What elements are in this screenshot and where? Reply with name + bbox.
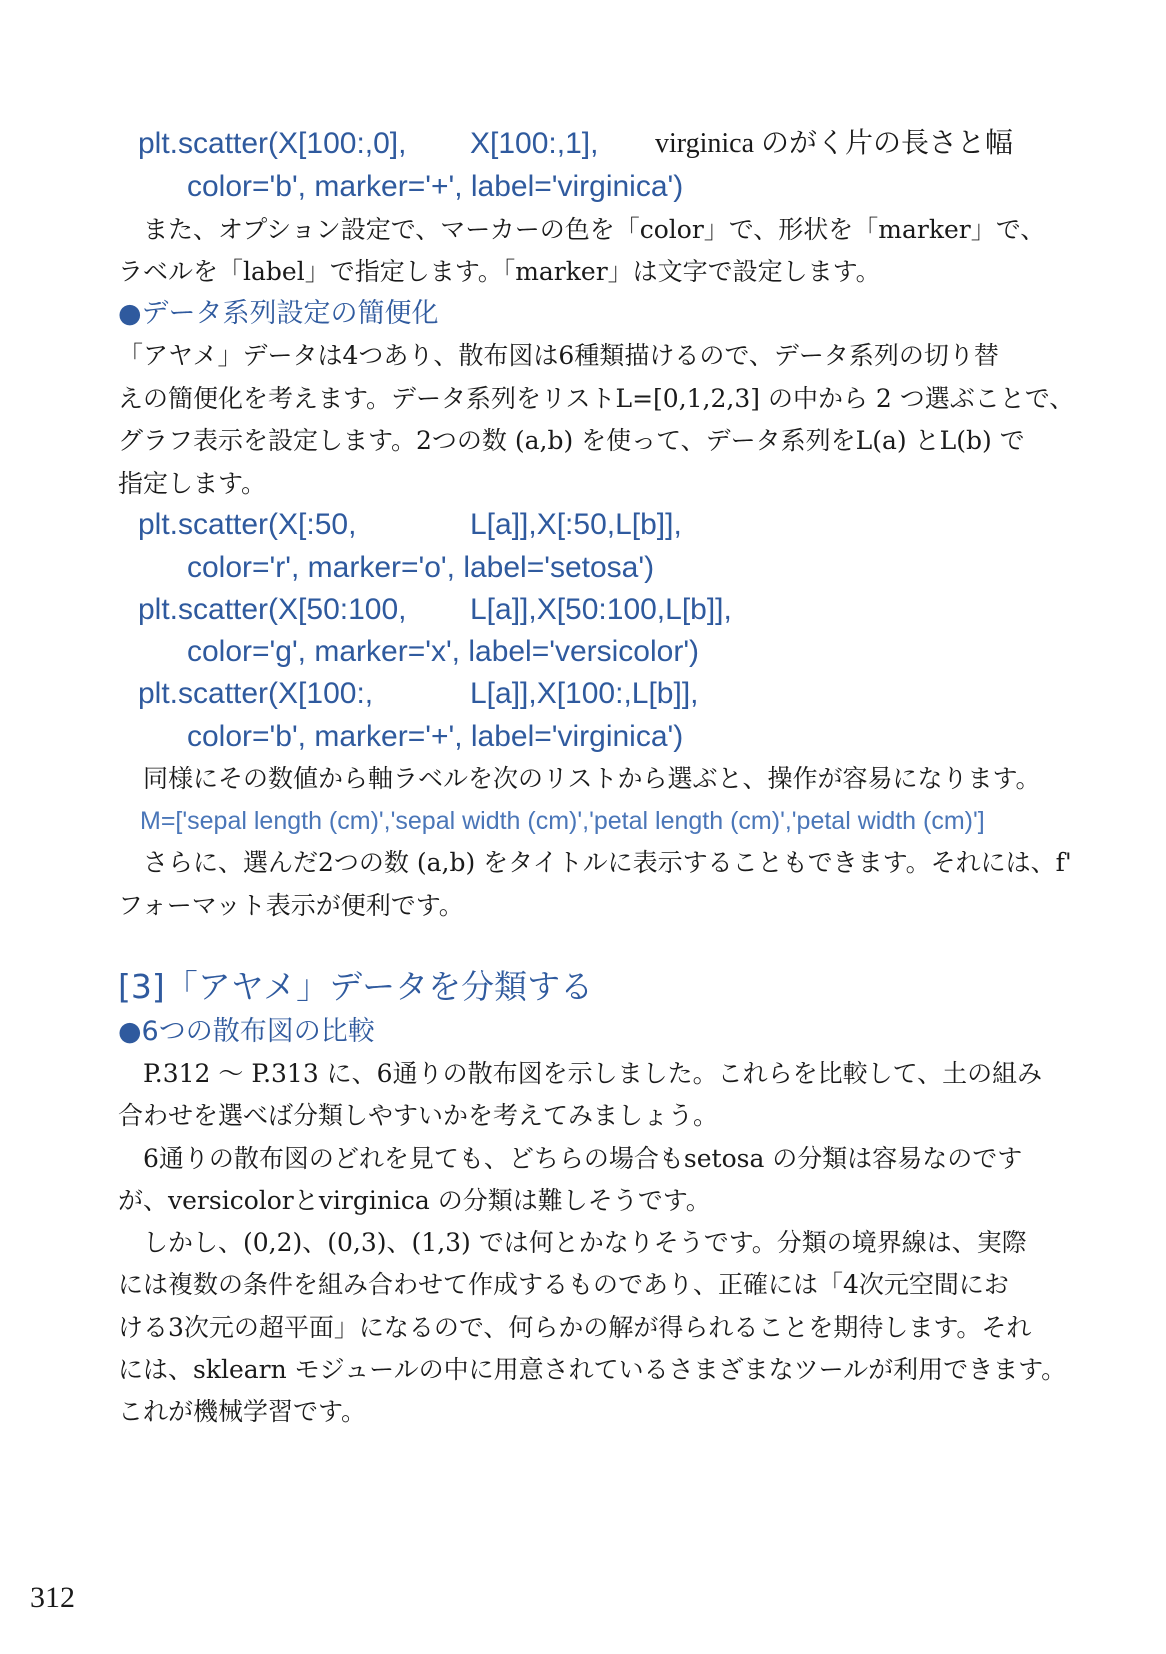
code-line-scatter-virginica-1b: X[100:,1], — [470, 127, 599, 160]
paragraph-boundary-line-1: しかし、(0,2)、(0,3)、(1,3) では何とかなりそうです。分類の境界線は、実際 — [118, 1228, 1027, 1257]
paragraph-options-line-1: また、オプション設定で、マーカーの色を「color」で、形状を「marker」で、 — [118, 215, 1046, 244]
heading-six-scatter: ●6つの散布図の比較 — [118, 1016, 375, 1047]
code-line-versicolor-2: color='g', marker='x', label='versicolor') — [187, 635, 700, 668]
code-line-virginica-1b: L[a]],X[100:,L[b]], — [470, 677, 699, 710]
paragraph-setosa-line-2: が、versicolorとvirginica の分類は難しそうです。 — [118, 1186, 711, 1215]
page-number: 312 — [30, 1581, 75, 1614]
code-line-virginica-2: color='b', marker='+', label='virginica') — [187, 720, 684, 753]
code-line-scatter-virginica-2: color='b', marker='+', label='virginica') — [187, 170, 684, 203]
paragraph-boundary-line-3: ける3次元の超平面」になるので、何らかの解が得られることを期待します。それ — [118, 1313, 1032, 1342]
paragraph-options-line-2: ラベルを「label」で指定します。「marker」は文字で設定します。 — [118, 257, 881, 286]
paragraph-series-line-2: えの簡便化を考えます。データ系列をリストL=[0,1,2,3] の中から 2 つ選ぶことで、 — [118, 384, 1075, 413]
paragraph-series-line-1: 「アヤメ」データは4つあり、散布図は6種類描けるので、データ系列の切り替 — [118, 341, 999, 370]
code-axis-label-list: M=['sepal length (cm)','sepal width (cm)','petal length (cm)','petal width (cm)'] — [140, 807, 985, 835]
code-line-setosa-1b: L[a]],X[:50,L[b]], — [470, 508, 682, 541]
code-line-setosa-2: color='r', marker='o', label='setosa') — [187, 551, 655, 584]
paragraph-boundary-line-2: には複数の条件を組み合わせて作成するものであり、正確には「4次元空間にお — [118, 1270, 1009, 1299]
code-line-setosa-1a: plt.scatter(X[:50, — [138, 508, 357, 541]
paragraph-series-line-4: 指定します。 — [118, 469, 267, 498]
paragraph-series-line-3: グラフ表示を設定します。2つの数 (a,b) を使って、データ系列をL(a) とL(b) で — [118, 426, 1025, 455]
paragraph-title-line-1: さらに、選んだ2つの数 (a,b) をタイトルに表示することもできます。それには、f' — [118, 848, 1072, 877]
paragraph-compare-line-1: P.312 ～ P.313 に、6通りの散布図を示しました。これらを比較して、土の組み — [118, 1059, 1043, 1088]
code-comment-virginica: virginica のがく片の長さと幅 — [655, 128, 1014, 159]
paragraph-axis-label: 同様にその数値から軸ラベルを次のリストから選ぶと、操作が容易になります。 — [118, 764, 1041, 793]
paragraph-setosa-line-1: 6通りの散布図のどれを見ても、どちらの場合もsetosa の分類は容易なのです — [118, 1144, 1023, 1173]
paragraph-boundary-line-4: には、sklearn モジュールの中に用意されているさまざまなツールが利用できます。 — [118, 1355, 1067, 1384]
heading-series-simplification: ●データ系列設定の簡便化 — [118, 298, 439, 329]
paragraph-compare-line-2: 合わせを選べば分類しやすいかを考えてみましょう。 — [118, 1101, 719, 1130]
code-line-scatter-virginica-1a: plt.scatter(X[100:,0], — [138, 127, 407, 160]
section-title-classify: [3]「アヤメ」データを分類する — [118, 967, 594, 1006]
paragraph-boundary-line-5: これが機械学習です。 — [118, 1397, 367, 1426]
paragraph-title-line-2: フォーマット表示が便利です。 — [118, 891, 464, 920]
code-line-versicolor-1b: L[a]],X[50:100,L[b]], — [470, 593, 732, 626]
code-line-virginica-1a: plt.scatter(X[100:, — [138, 677, 374, 710]
code-line-versicolor-1a: plt.scatter(X[50:100, — [138, 593, 407, 626]
